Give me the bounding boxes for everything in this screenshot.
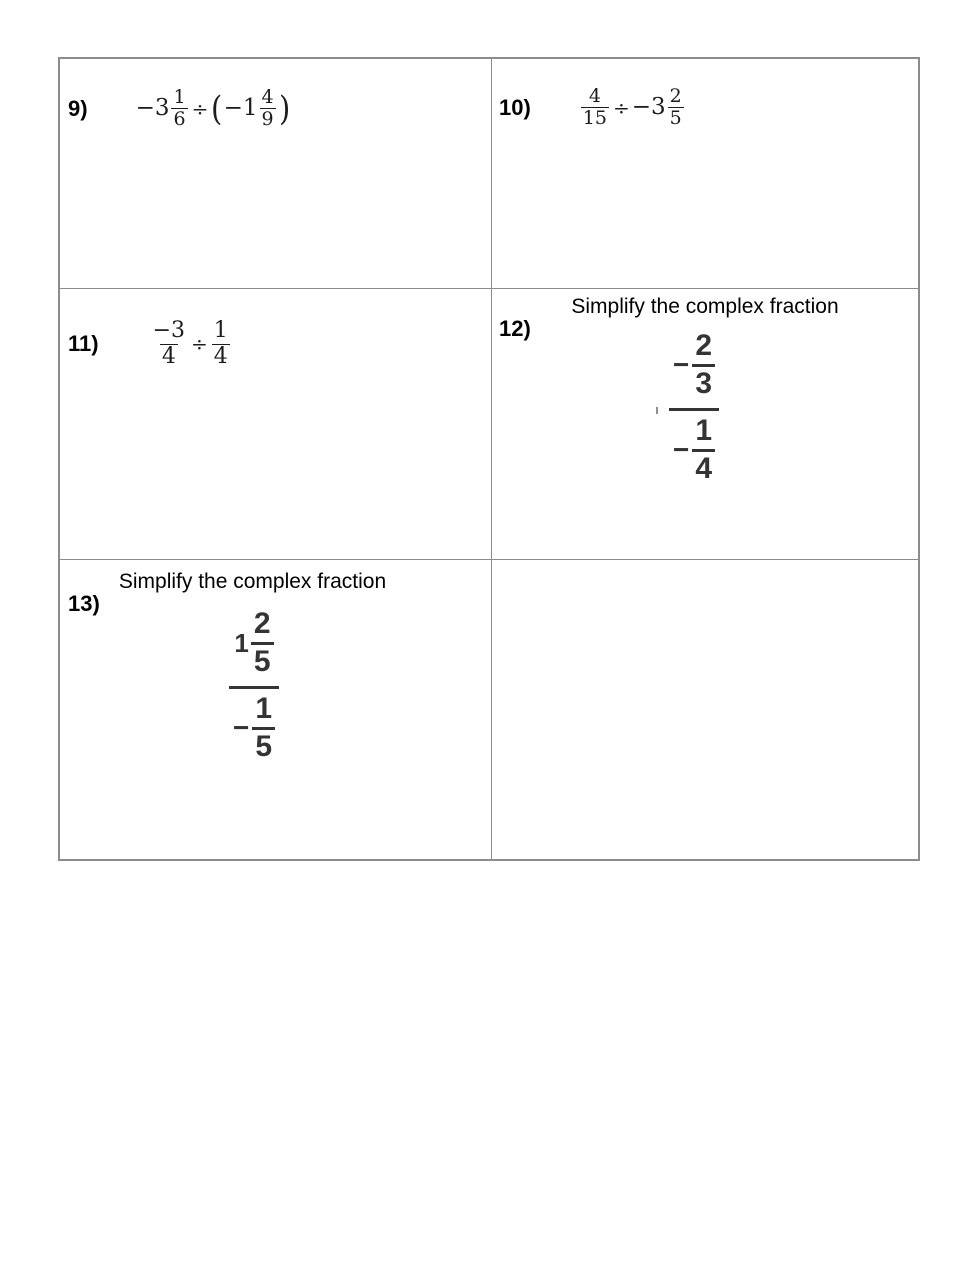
mixed-number-whole: −1: [223, 95, 258, 122]
complex-fraction: [229, 609, 279, 763]
fraction-denominator: 6: [173, 108, 186, 131]
fraction-denominator: 4: [213, 343, 228, 369]
fraction-denominator: 5: [253, 644, 271, 678]
problem-13-cell: [60, 560, 492, 859]
main-fraction-bar: [669, 408, 719, 411]
fraction-numerator: 1: [173, 86, 186, 108]
minus-sign: −: [232, 712, 250, 744]
fraction-numerator: 1: [695, 413, 713, 447]
fraction: [668, 86, 684, 130]
problem-13-number: 13): [68, 591, 100, 616]
division-sign: ÷: [191, 96, 209, 121]
complex-fraction-denominator: [672, 413, 715, 485]
problem-10-row: [492, 59, 918, 130]
problem-11-row: [60, 289, 491, 369]
problem-11-cell: [60, 289, 492, 560]
fraction-denominator: 9: [261, 108, 274, 131]
problem-10-number: 10): [499, 94, 531, 120]
problem-13-instruction: Simplify the complex fraction: [118, 570, 387, 593]
fraction: [260, 87, 276, 131]
complex-fraction-denominator: [232, 691, 275, 763]
fraction: [212, 319, 230, 369]
problem-9-number: 9): [68, 95, 88, 121]
mixed-number-whole: 1: [234, 628, 249, 659]
fraction-numerator: −3: [152, 318, 186, 343]
fraction: [251, 609, 274, 678]
fraction-denominator: 5: [255, 729, 273, 763]
mixed-number-whole: −3: [631, 94, 666, 121]
worksheet-table: [58, 57, 920, 861]
scan-artifact-mark: [656, 407, 658, 414]
fraction-numerator: 4: [261, 86, 274, 108]
close-paren: ): [278, 88, 290, 129]
complex-fraction-numerator: [234, 609, 273, 678]
problem-10-cell: [492, 59, 918, 289]
minus-sign: −: [672, 349, 690, 381]
fraction-numerator: 2: [695, 329, 713, 362]
fraction: [151, 319, 187, 369]
fraction-denominator: 15: [582, 107, 607, 130]
fraction-denominator: 3: [695, 366, 713, 400]
problem-12-instruction: Simplify the complex fraction: [571, 295, 839, 318]
fraction-denominator: 5: [669, 107, 682, 130]
problem-11-number: 11): [68, 331, 99, 357]
empty-cell: [492, 560, 918, 859]
fraction-denominator: 4: [695, 451, 713, 485]
problem-12-number: 12): [499, 316, 531, 341]
mixed-number-whole: −3: [135, 95, 170, 122]
fraction: [692, 331, 715, 400]
minus-sign: −: [672, 434, 690, 466]
fraction-numerator: 4: [588, 85, 601, 107]
main-fraction-bar: [229, 686, 279, 689]
fraction-numerator: 2: [253, 607, 271, 640]
complex-fraction: [669, 331, 719, 485]
fraction-numerator: 1: [255, 691, 273, 725]
open-paren: (: [211, 88, 223, 129]
fraction: [252, 691, 275, 763]
fraction: [692, 413, 715, 485]
problem-12-cell: [492, 289, 918, 560]
problem-11-expression: [149, 319, 232, 369]
problem-9-row: [60, 59, 491, 131]
fraction: [171, 87, 187, 131]
fraction-denominator: 4: [161, 343, 176, 369]
fraction-numerator: 1: [213, 318, 228, 343]
problem-10-expression: [579, 86, 686, 130]
division-sign: ÷: [191, 332, 208, 357]
complex-fraction-numerator: [673, 331, 715, 400]
fraction-numerator: 2: [669, 85, 682, 107]
fraction: [581, 86, 609, 130]
division-sign: ÷: [612, 95, 630, 120]
problem-9-expression: [136, 87, 291, 131]
problem-9-cell: [60, 59, 492, 289]
